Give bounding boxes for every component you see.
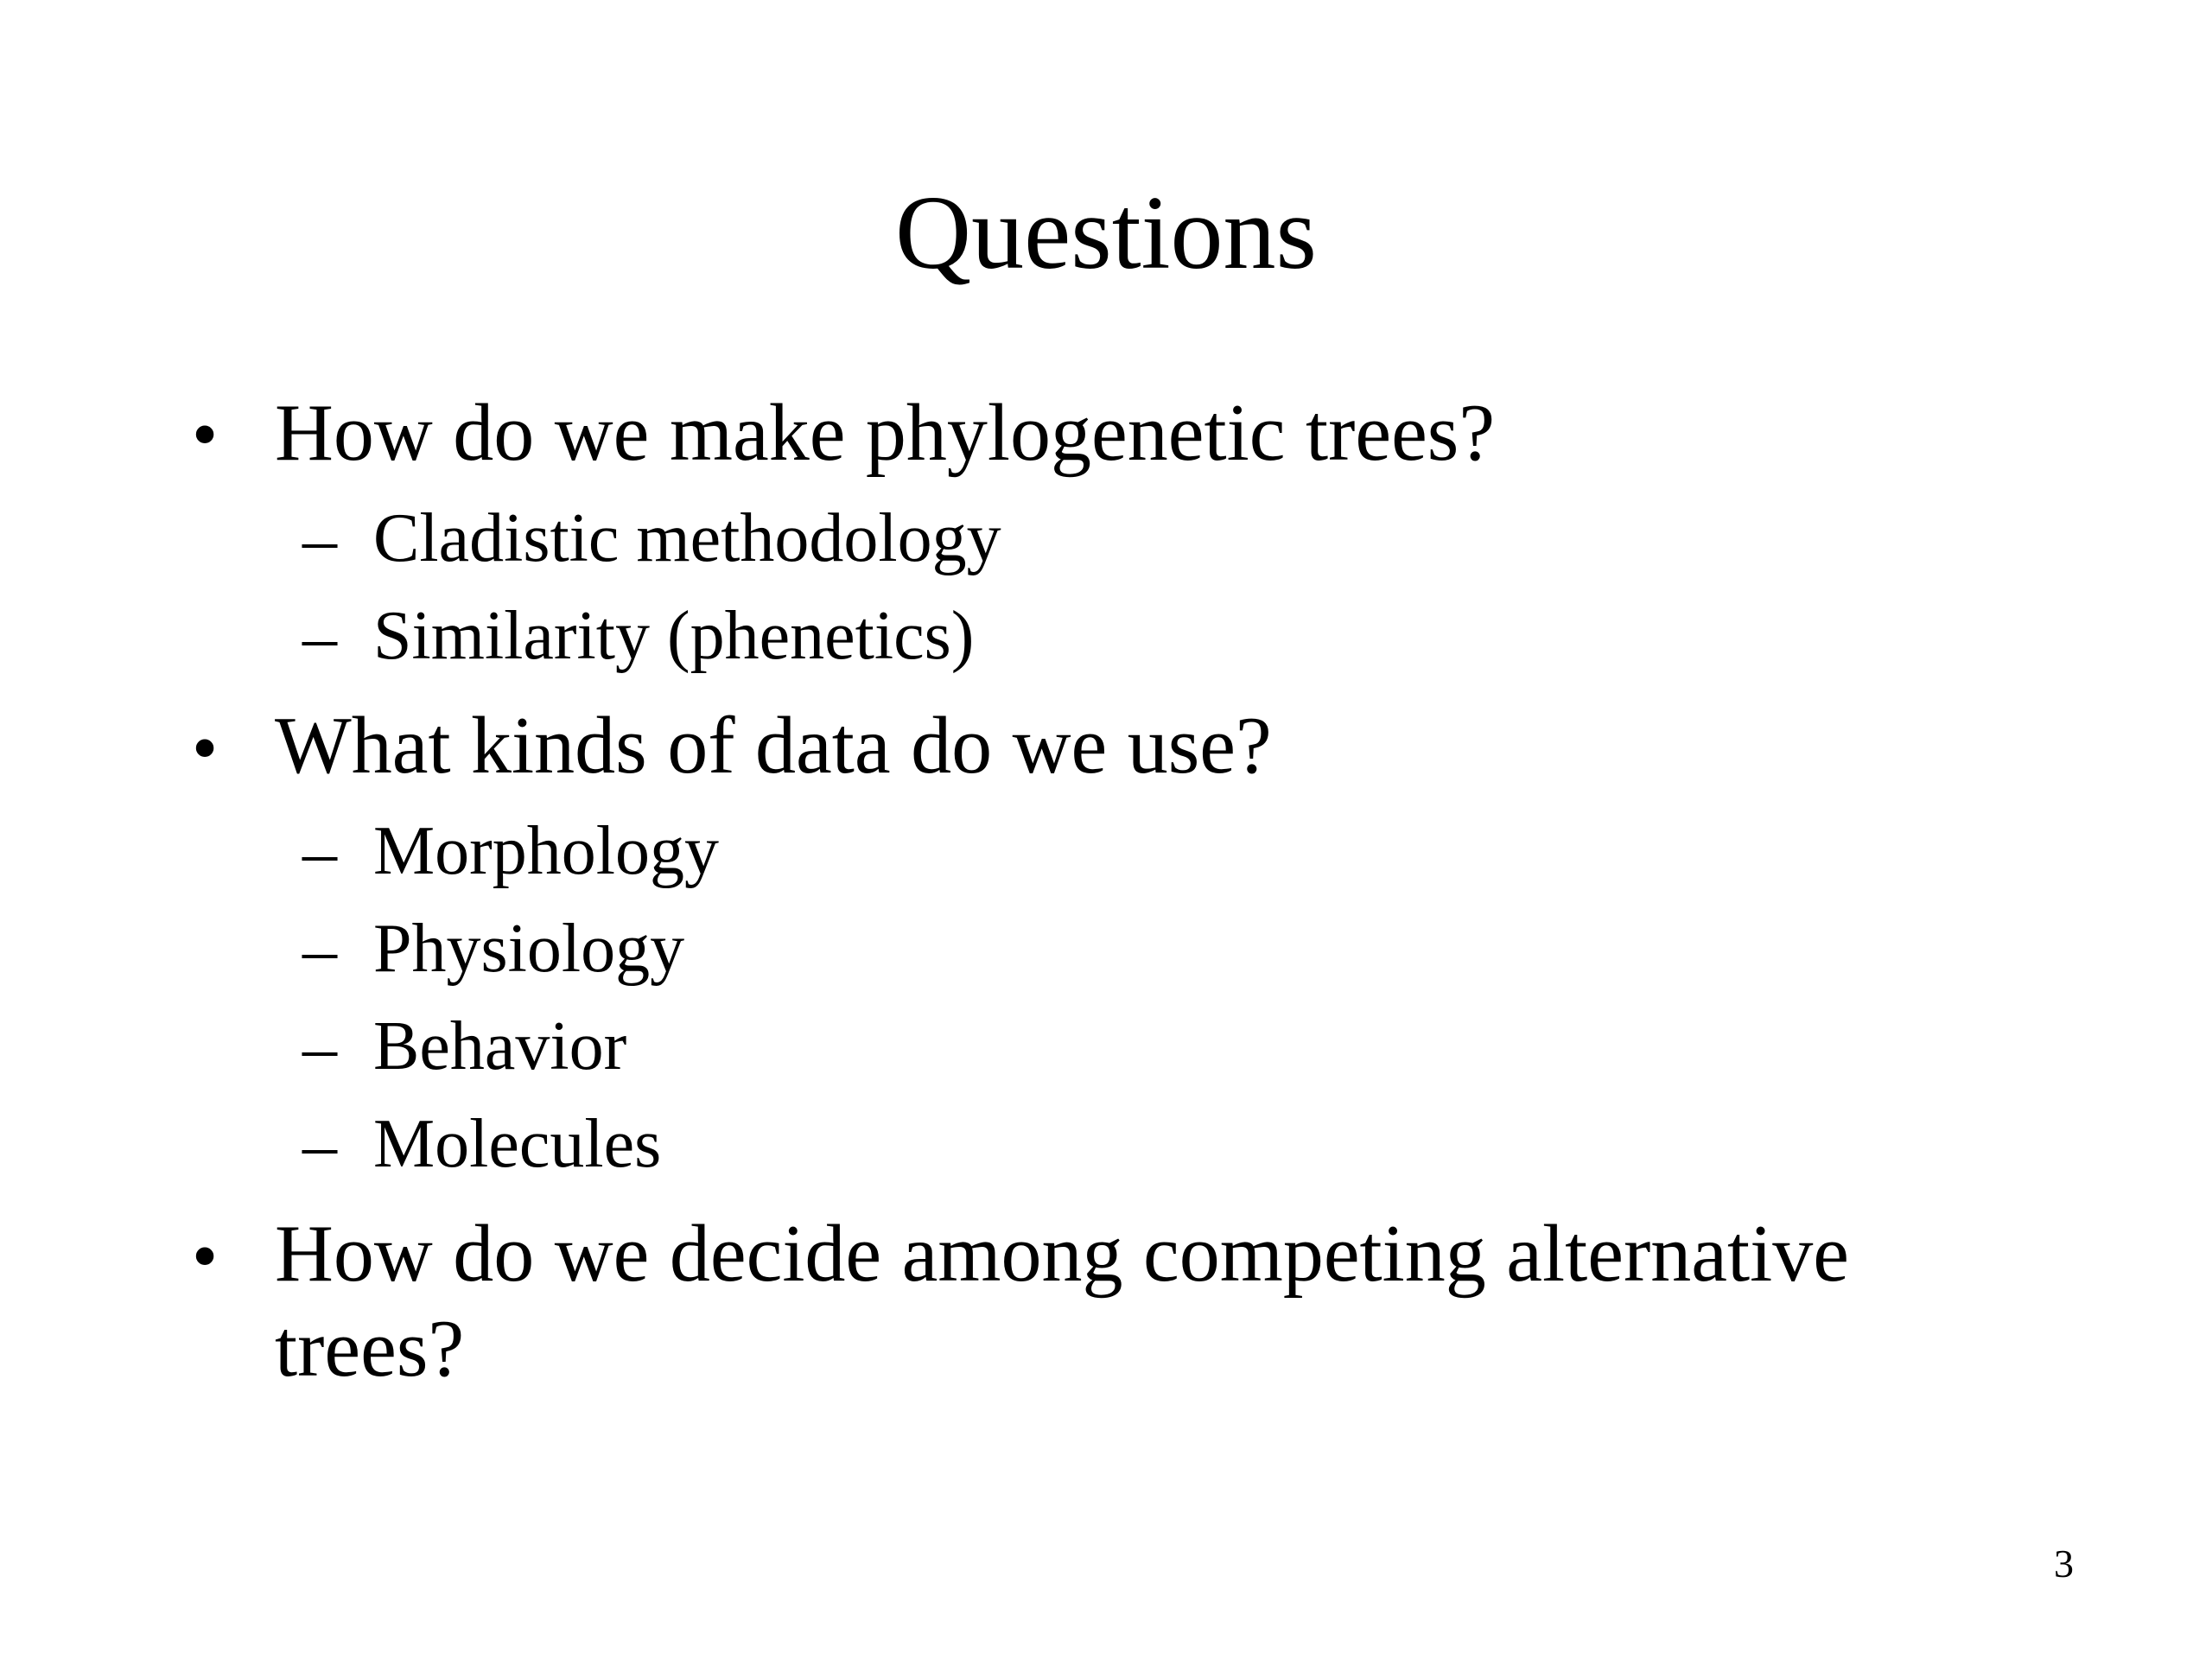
dash-icon: – (302, 815, 337, 891)
dash-icon: – (302, 502, 337, 578)
dash-icon: – (302, 600, 337, 676)
bullet-item-text-continued: trees? (275, 1304, 465, 1394)
page-number: 3 (2054, 1541, 2074, 1586)
bullet-item-text: How do we make phylogenetic trees? (275, 388, 1496, 478)
bullet-item-text: How do we decide among competing alternative (275, 1209, 1849, 1299)
bullet-icon: • (192, 1214, 219, 1297)
slide-title: Questions (895, 175, 1317, 291)
dash-icon: – (302, 1010, 337, 1086)
sub-item-text: Morphology (373, 813, 719, 889)
bullet-item-text: What kinds of data do we use? (275, 701, 1272, 791)
bullet-icon: • (192, 392, 219, 475)
dash-icon: – (302, 912, 337, 988)
dash-icon: – (302, 1108, 337, 1184)
sub-item-text: Cladistic methodology (373, 500, 1001, 576)
sub-item-text: Similarity (phenetics) (373, 598, 975, 674)
sub-item-text: Physiology (373, 911, 685, 987)
sub-item-text: Molecules (373, 1106, 662, 1182)
bullet-icon: • (192, 706, 219, 789)
sub-item-text: Behavior (373, 1008, 627, 1084)
